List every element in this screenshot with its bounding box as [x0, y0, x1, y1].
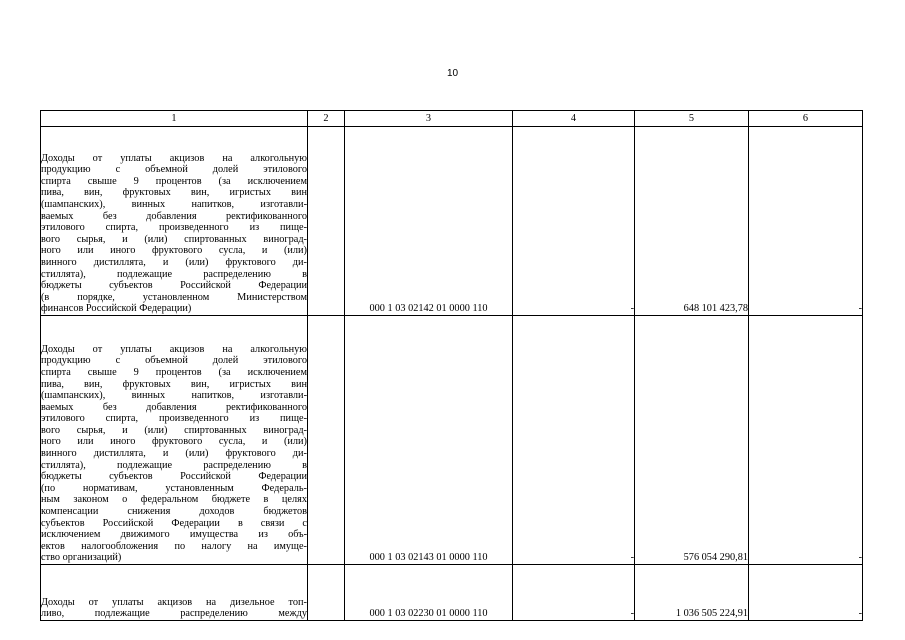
description-line: исключением движимого имущества из объ-	[41, 529, 307, 541]
description-line: спирта свыше 9 процентов (за исключением	[41, 366, 307, 378]
row-budget-code: 000 1 03 02143 01 0000 110	[345, 316, 513, 565]
description-line: Доходы от уплаты акцизов на алкогольную	[41, 152, 307, 164]
row-amount: 1 036 505 224,91	[635, 565, 749, 621]
description-line: субъектов Российской Федерации в связи с	[41, 517, 307, 529]
description-line: (шампанских), винных напитков, изготавли-	[41, 199, 307, 211]
row-col-4: -	[513, 565, 635, 621]
description-line: спирта свыше 9 процентов (за исключением	[41, 175, 307, 187]
description-line: бюджеты субъектов Российской Федерации	[41, 471, 307, 483]
description-line: пива, вин, фруктовых вин, игристых вин	[41, 378, 307, 390]
description-line: финансов Российской Федерации)	[41, 303, 192, 315]
table-row	[41, 316, 863, 565]
description-line: ваемых без добавления ректификованного	[41, 210, 307, 222]
row-budget-code: 000 1 03 02230 01 0000 110	[345, 565, 513, 621]
header-row	[41, 111, 863, 127]
header-col-3: 3	[345, 111, 513, 127]
table-row	[41, 565, 863, 621]
description-line: стиллята), подлежащие распределению в	[41, 459, 307, 471]
description-line: (в порядке, установленном Министерством	[41, 291, 307, 303]
description-line: пива, вин, фруктовых вин, игристых вин	[41, 187, 307, 199]
description-line: продукцию с объемной долей этилового	[41, 355, 307, 367]
row-col-6: -	[749, 316, 863, 565]
row-amount: 648 101 423,78	[635, 127, 749, 316]
description-line: стиллята), подлежащие распределению в	[41, 268, 307, 280]
header-col-2: 2	[308, 111, 345, 127]
description-line: ектов налогообложения по налогу на имуще-	[41, 540, 307, 552]
row-description	[41, 565, 308, 621]
row-col-4: -	[513, 127, 635, 316]
description-line: (по нормативам, установленным Федераль-	[41, 482, 307, 494]
row-col-6: -	[749, 127, 863, 316]
description-line: этилового спирта, произведенного из пище-	[41, 413, 307, 425]
row-col-4: -	[513, 316, 635, 565]
description-line: (шампанских), винных напитков, изготавли-	[41, 390, 307, 402]
description-line: компенсации снижения доходов бюджетов	[41, 506, 307, 518]
page-number: 10	[446, 68, 459, 79]
description-line: продукцию с объемной долей этилового	[41, 164, 307, 176]
description-line: Доходы от уплаты акцизов на дизельное топ-	[41, 596, 307, 608]
header-col-4: 4	[513, 111, 635, 127]
description-line: Доходы от уплаты акцизов на алкогольную	[41, 343, 307, 355]
description-line: винного дистиллята, и (или) фруктового ди-	[41, 257, 307, 269]
description-line: ным законом о федеральном бюджете в целях	[41, 494, 307, 506]
description-line: ваемых без добавления ректификованного	[41, 401, 307, 413]
header-col-6: 6	[749, 111, 863, 127]
description-line: ного или иного фруктового сусла, и (или)	[41, 436, 307, 448]
row-col-2	[308, 127, 345, 316]
row-col-2	[308, 565, 345, 621]
description-line: этилового спирта, произведенного из пище-	[41, 222, 307, 234]
description-line: вого сырья, и (или) спиртованных виноград-	[41, 233, 307, 245]
description-line: ного или иного фруктового сусла, и (или)	[41, 245, 307, 257]
description-line: ство организаций)	[41, 552, 122, 564]
description-line: бюджеты субъектов Российской Федерации	[41, 280, 307, 292]
row-budget-code: 000 1 03 02142 01 0000 110	[345, 127, 513, 316]
description-line: вого сырья, и (или) спиртованных виноград-	[41, 424, 307, 436]
row-col-2	[308, 316, 345, 565]
row-col-6: -	[749, 565, 863, 621]
table-row	[41, 127, 863, 316]
description-line: ливо, подлежащие распределению между	[41, 608, 307, 620]
header-col-5: 5	[635, 111, 749, 127]
header-col-1: 1	[41, 111, 308, 127]
row-description	[41, 316, 308, 565]
description-line: винного дистиллята, и (или) фруктового ди-	[41, 448, 307, 460]
revenue-table	[40, 110, 863, 621]
row-amount: 576 054 290,81	[635, 316, 749, 565]
row-description	[41, 127, 308, 316]
